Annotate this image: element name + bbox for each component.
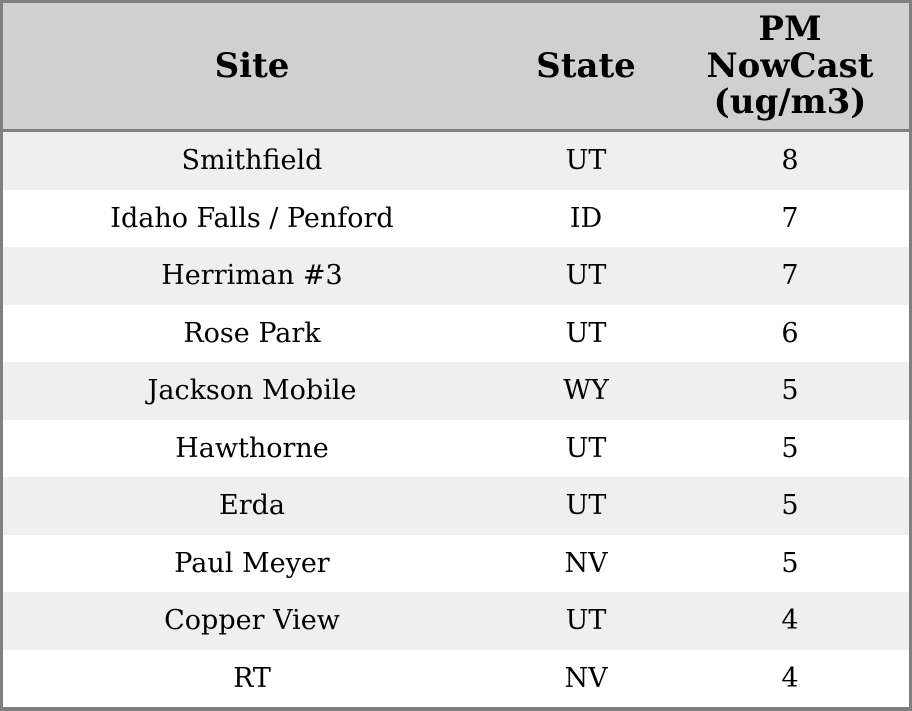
cell-state: UT — [565, 605, 607, 637]
table-row — [3, 650, 909, 708]
cell-state: UT — [565, 145, 607, 177]
cell-pm-nowcast: 5 — [781, 547, 799, 579]
cell-pm-nowcast: 7 — [781, 202, 799, 234]
cell-site: Paul Meyer — [174, 547, 330, 579]
table-row — [3, 420, 909, 478]
cell-state: UT — [565, 432, 607, 464]
cell-site: Smithfield — [181, 145, 323, 177]
table-row — [3, 190, 909, 248]
cell-pm-nowcast: 5 — [781, 375, 799, 407]
cell-pm-nowcast: 7 — [781, 260, 799, 292]
table-body — [3, 132, 909, 707]
cell-site: Idaho Falls / Penford — [110, 202, 394, 234]
table-header-row — [3, 3, 909, 132]
cell-pm-nowcast: 4 — [781, 605, 799, 637]
cell-state: UT — [565, 260, 607, 292]
cell-state: NV — [564, 662, 608, 694]
table-row — [3, 535, 909, 593]
cell-pm-nowcast: 5 — [781, 432, 799, 464]
table-row — [3, 305, 909, 363]
cell-site: Jackson Mobile — [147, 375, 357, 407]
table-row — [3, 592, 909, 650]
cell-state: WY — [563, 375, 609, 407]
cell-state: ID — [569, 202, 603, 234]
table-row — [3, 132, 909, 190]
table-row — [3, 247, 909, 305]
cell-pm-nowcast: 8 — [781, 145, 799, 177]
column-header-label: PM NowCast (ug/m3) — [706, 8, 874, 123]
column-header-site — [3, 3, 501, 129]
cell-site: RT — [233, 662, 271, 694]
cell-state: NV — [564, 547, 608, 579]
cell-site: Herriman #3 — [161, 260, 343, 292]
cell-site: Copper View — [164, 605, 340, 637]
column-header-label: Site — [214, 45, 290, 86]
table-row — [3, 477, 909, 535]
cell-pm-nowcast: 6 — [781, 317, 799, 349]
cell-site: Hawthorne — [175, 432, 329, 464]
cell-state: UT — [565, 317, 607, 349]
cell-site: Rose Park — [183, 317, 321, 349]
column-header-pm_nowcast — [671, 3, 909, 129]
cell-state: UT — [565, 490, 607, 522]
cell-pm-nowcast: 4 — [781, 662, 799, 694]
column-header-label: State — [536, 45, 636, 86]
cell-site: Erda — [219, 490, 285, 522]
cell-pm-nowcast: 5 — [781, 490, 799, 522]
column-header-state — [501, 3, 671, 129]
table-row — [3, 362, 909, 420]
